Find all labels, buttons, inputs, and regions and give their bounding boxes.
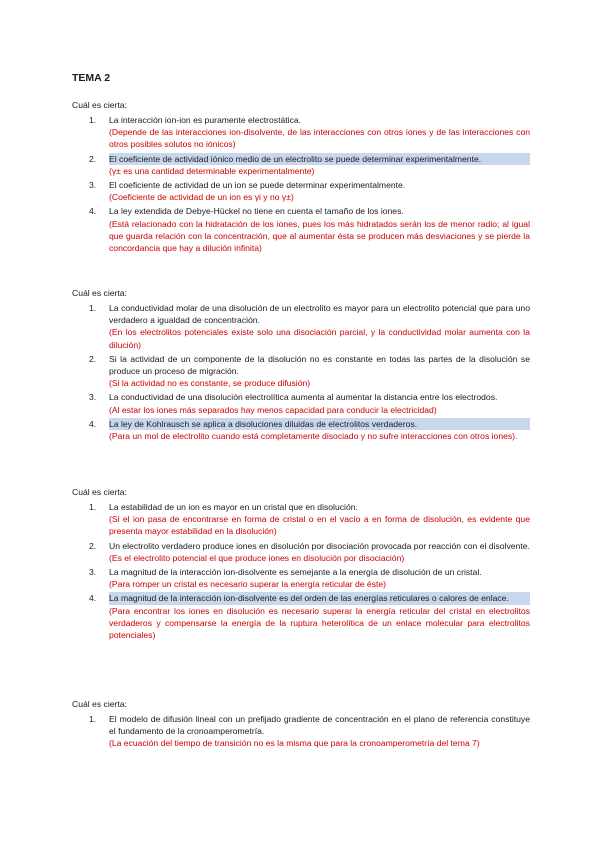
item-explanation: (En los electrolitos potenciales existe solo una disociación parcial, y la conductividad molar aumenta con la dilución) <box>109 327 530 350</box>
item-explanation: (Está relacionado con la hidratación de los iones, pues los más hidratados serán los de menor radio; al igual que guarda relación con la concentración, que al aumentar ésta se producen más desviaciones y se pierde la concordancia que hay a dilución infinita) <box>109 218 530 254</box>
item-explanation: (Para encontrar los iones en disolución es necesario superar la energía reticular del cristal en electrolitos verdaderos y compensarse la energía de la ruptura heterolítica de un enlace molecular para electrolitos potenciales) <box>109 605 530 641</box>
item-number: 1. <box>89 115 97 125</box>
item-explanation: (Para romper un cristal es necesario superar la energía reticular de éste) <box>109 579 387 590</box>
item-explanation: (γ± es una cantidad determinable experimentalmente) <box>109 165 315 176</box>
item-number: 4. <box>89 206 97 217</box>
item-statement: El coeficiente de actividad de un ion se puede determinar experimentalmente. <box>109 180 406 191</box>
item-number: 2. <box>89 353 97 364</box>
answer-item <box>89 566 530 590</box>
item-statement: El modelo de difusión lineal con un prefijado gradiente de concentración en el plano de referencia constituye el fundamento de la cronoamperometría. <box>109 714 530 737</box>
item-explanation: (Al estar los iones más separados hay menos capacidad para conducir la electricidad) <box>109 404 437 415</box>
item-explanation: (Depende de las interacciones ion-disolvente, de las interacciones con otros iones y de las interacciones con otros posibles solutos no iónicos) <box>109 127 530 150</box>
item-statement: La conductividad molar de una disolución de un electrolito es mayor para un electrolito potencial que para uno verdadero a igualdad de concentración. <box>109 303 530 326</box>
question-section-2 <box>72 288 530 444</box>
item-statement: La conductividad de una disolución electrolítica aumenta al aumentar la distancia entre los electrodos. <box>109 392 498 403</box>
item-statement-highlighted: La ley de Kohlrausch se aplica a disoluciones diluidas de electrolitos verdaderos. <box>109 418 530 430</box>
item-number: 4. <box>89 593 97 604</box>
answer-item <box>89 114 530 151</box>
item-statement-highlighted: El coeficiente de actividad iónico medio de un electrolito se puede determinar experimentalmente. <box>109 153 530 165</box>
item-number: 2. <box>89 153 97 164</box>
question-section-3 <box>72 487 530 643</box>
answer-item <box>89 205 530 254</box>
item-statement-highlighted: La magnitud de la interacción ion-disolvente es del orden de las energías reticulares o calores de enlace. <box>109 592 530 604</box>
question-heading: Cuál es cierta: <box>72 288 127 298</box>
item-statement: Un electrolito verdadero produce iones en disolución por disociación provocada por reacción con el disolvente. <box>109 540 530 551</box>
item-explanation: (Si la actividad no es constante, se produce difusión) <box>109 378 311 389</box>
answer-item-correct <box>89 592 530 641</box>
question-section-4 <box>72 699 530 752</box>
answer-item <box>89 302 530 351</box>
item-number: 3. <box>89 180 97 191</box>
answer-item <box>89 540 530 564</box>
answer-item <box>89 713 530 750</box>
item-number: 1. <box>89 502 97 512</box>
item-number: 2. <box>89 540 97 551</box>
answer-item <box>89 353 530 390</box>
item-explanation: (Es el electrolito potencial el que produce iones en disolución por disociación) <box>109 552 405 563</box>
item-number: 1. <box>89 714 97 724</box>
item-statement: La estabilidad de un ion es mayor en un cristal que en disolución. <box>109 502 358 512</box>
item-explanation: (La ecuación del tiempo de transición no es la misma que para la cronoamperometría del tema 7) <box>109 738 480 749</box>
answer-item <box>89 391 530 415</box>
item-number: 3. <box>89 567 97 578</box>
item-statement: La magnitud de la interacción ion-disolvente es semejante a la energía de disolución de un cristal. <box>109 567 482 578</box>
item-explanation: (Para un mol de electrolito cuando está completamente disociado y no sufre interacciones con otros iones). <box>109 431 518 442</box>
item-statement: La ley extendida de Debye-Hückel no tiene en cuenta el tamaño de los iones. <box>109 206 404 217</box>
answer-item-correct <box>89 153 530 177</box>
item-number: 1. <box>89 303 97 313</box>
item-statement: La interacción ion-ion es puramente electrostática. <box>109 115 302 125</box>
question-heading: Cuál es cierta: <box>72 699 127 709</box>
item-explanation: (Coeficiente de actividad de un ion es γi y no γ±) <box>109 192 294 203</box>
question-heading: Cuál es cierta: <box>72 100 127 110</box>
page-title: TEMA 2 <box>72 72 111 84</box>
answer-item <box>89 501 530 538</box>
item-explanation: (Si el ion pasa de encontrarse en forma de cristal o en el vacío a en forma de disolución, es evidente que presenta mayor estabilidad en la disolución) <box>109 514 530 537</box>
item-number: 3. <box>89 392 97 403</box>
answer-item-correct <box>89 418 530 442</box>
question-section-1 <box>72 100 530 256</box>
item-number: 4. <box>89 418 97 429</box>
answer-item <box>89 179 530 203</box>
question-heading: Cuál es cierta: <box>72 487 127 497</box>
item-statement: Si la actividad de un componente de la disolución no es constante en todas las partes de la disolución se produce un proceso de migración. <box>109 353 530 377</box>
